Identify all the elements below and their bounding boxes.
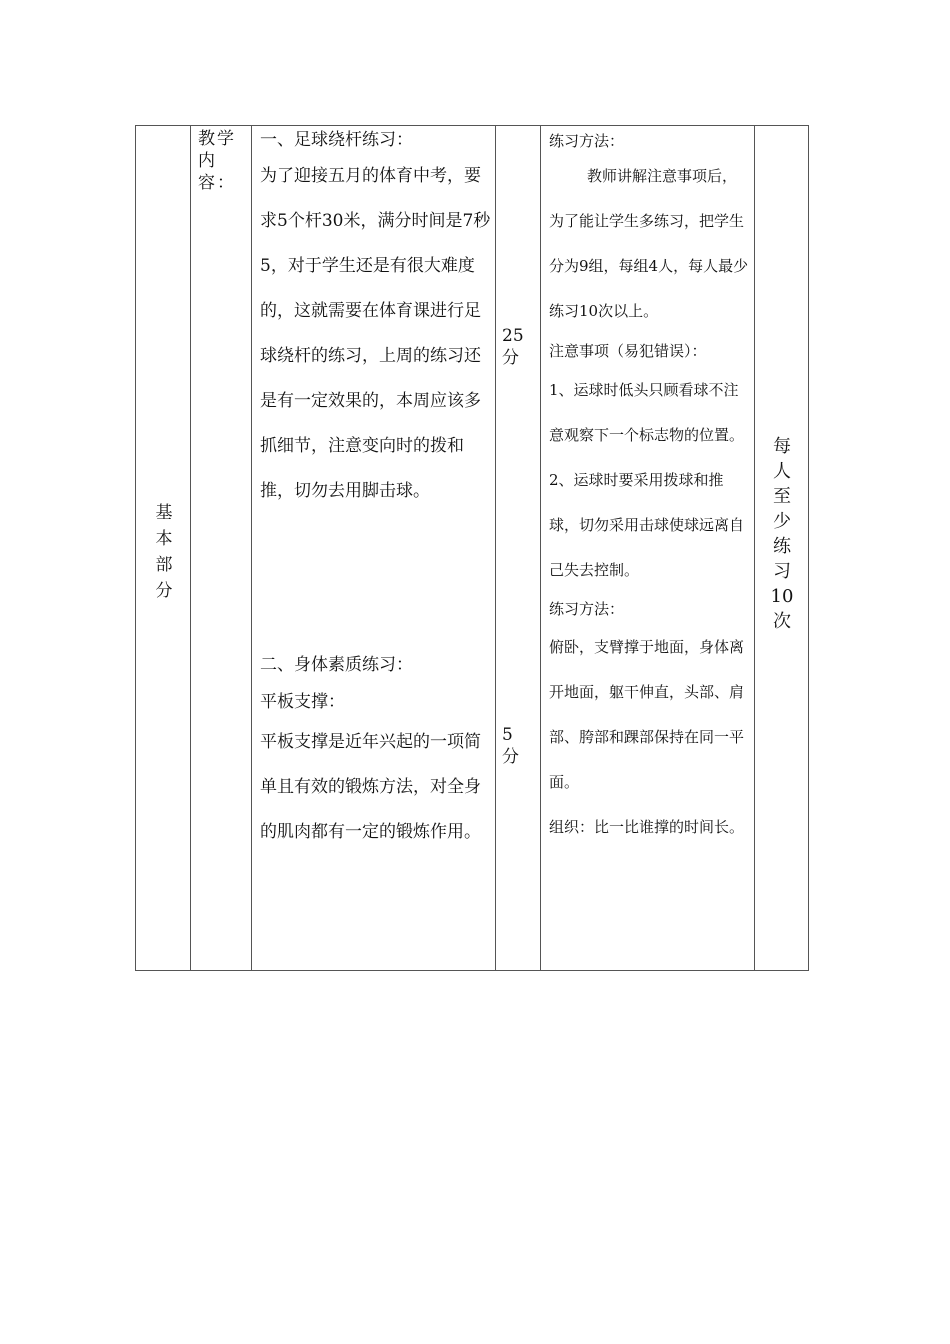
column-divider — [495, 126, 496, 970]
method2-body: 俯卧，支臂撑于地面，身体离开地面，躯干伸直，头部、肩部、胯部和踝部保持在同一平面。 — [549, 638, 745, 791]
organization: 组织：比一比谁撑的时间长。 — [549, 818, 745, 836]
method1-body: 教师讲解注意事项后，为了能让学生多练习，把学生分为9组，每组4人，每人最少练习10次以上。 — [549, 167, 749, 320]
part1-time: 25 分 — [502, 326, 524, 368]
note-2: 2、运球时要采用拨球和推球，切勿采用击球使球远离自己失去控制。 — [549, 471, 745, 579]
part2-content — [260, 646, 492, 855]
part2-time: 5 分 — [502, 725, 519, 767]
part2-body: 平板支撑是近年兴起的一项简单且有效的锻炼方法，对全身的肌肉都有一定的锻炼作用。 — [260, 732, 481, 842]
part2-subheading: 平板支撑： — [260, 692, 345, 712]
part1-body: 为了迎接五月的体育中考，要求5个杆30米，满分时间是7秒5，对于学生还是有很大难度的，这就需要在体育课进行足球绕杆的练习，上周的练习还是有一定效果的，本周应该多抓细节，注意变向时的拨和推，切勿去用脚击球。 — [260, 166, 491, 501]
column-divider — [190, 126, 191, 970]
part2-heading: 二、身体素质练习： — [260, 655, 413, 675]
notes-title: 注意事项（易犯错误）： — [549, 342, 707, 360]
part1-content — [260, 126, 492, 514]
column-divider — [540, 126, 541, 970]
method1-title: 练习方法： — [549, 132, 625, 150]
column-divider — [754, 126, 755, 970]
requirement: 每 人 至 少 练 习 10 次 — [770, 436, 794, 632]
part1-heading: 一、足球绕杆练习： — [260, 130, 413, 150]
methods-content — [549, 128, 749, 850]
lesson-plan-table — [135, 125, 809, 971]
method2-title: 练习方法： — [549, 600, 625, 618]
section-label: 基 本 部 分 — [155, 503, 173, 601]
column-divider — [251, 126, 252, 970]
content-label: 教学 内 容： — [198, 129, 236, 193]
note-1: 1、运球时低头只顾看球不注意观察下一个标志物的位置。 — [549, 381, 745, 444]
